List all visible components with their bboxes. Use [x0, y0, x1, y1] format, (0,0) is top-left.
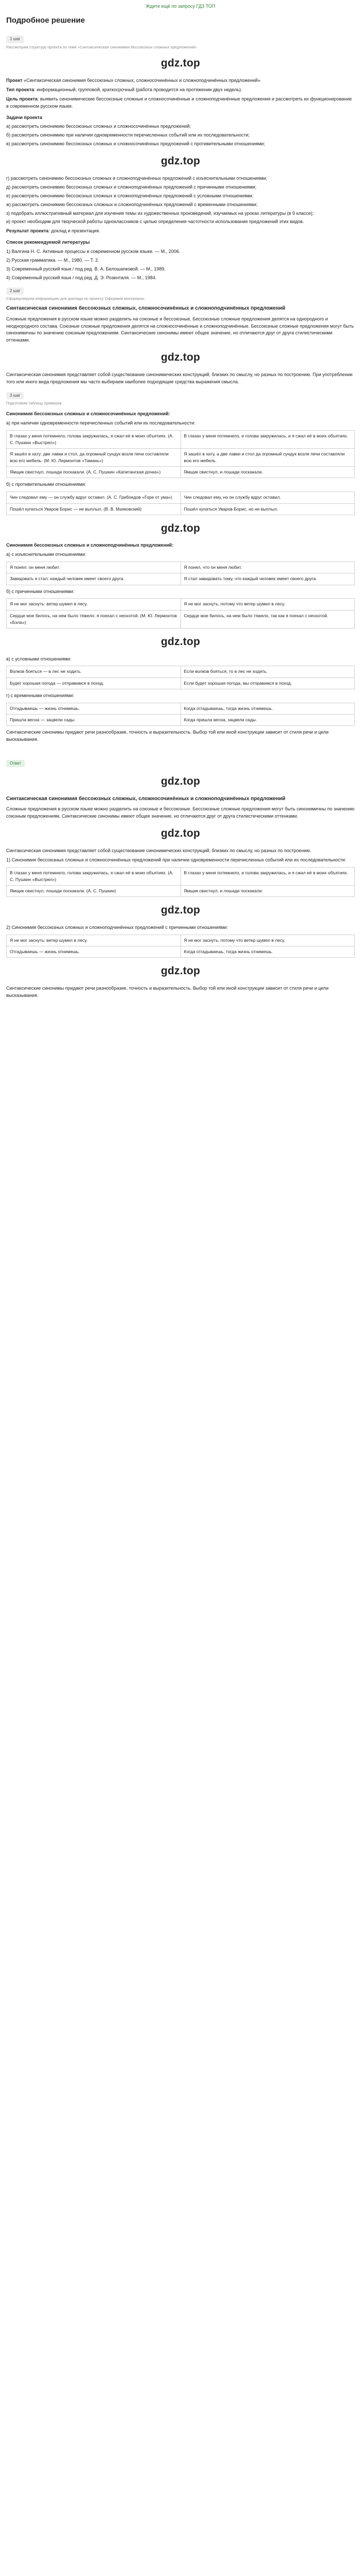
watermark: gdz.top — [160, 57, 201, 70]
table-cell: Ямщик свистнул, и лошади поскакали. — [180, 467, 355, 478]
result-paragraph — [6, 228, 355, 235]
table-row — [7, 677, 355, 689]
watermark: gdz.top — [160, 775, 201, 788]
answer-paragraph: 2) Синонимия бессоюзных сложных и сложноподчинённых предложений с причинными отношениями: — [6, 924, 228, 930]
step-2-section — [6, 283, 355, 386]
table-row — [7, 599, 355, 610]
literature-item: 4) Современный русский язык / под ред. Д. Э. Розенталя. — М., 1984. — [6, 275, 157, 281]
answer-paragraph: Синтаксические синонимы придают речи разнообразие, точность и выразительность. Выбор той или иной конструкции зависит от стиля речи и цели высказывания. — [6, 985, 329, 998]
table-cell: Чин следовал ему, но он службу вдруг оставил. — [180, 492, 355, 503]
examples-table — [6, 703, 355, 726]
table-cell: Волков бояться — в лес не ходить. — [7, 666, 181, 677]
top-link[interactable]: Ждите ещё по запросу ГДЗ ТОП — [145, 4, 216, 9]
table-row — [7, 467, 355, 478]
table-cell: Будет хорошая погода — отправимся в поход. — [7, 677, 181, 689]
step-3-section — [6, 388, 355, 743]
table-cell: Когда отгадываешь, тогда жизнь отнимешь. — [180, 703, 355, 714]
intro-label: Проект — [6, 77, 23, 83]
synonymy-subheading: г) с временными отношениями: — [6, 692, 74, 698]
page-title: Подробное решение — [6, 15, 85, 25]
task-item: а) рассмотреть синонимию бессоюзных сложных и сложносочинённых предложений; — [6, 124, 191, 129]
task-item: д) рассмотреть синонимию бессоюзных сложных и сложноподчинённых предложений с причинными отношениями; — [6, 184, 257, 190]
intro-label: Цель проекта — [6, 96, 38, 101]
answer-section — [6, 756, 355, 999]
table-cell: В глазах у меня потемнело, голова закружилась, я сжал её в моих объятиях. (А. С. Пушкин «Выстрел») — [7, 430, 181, 448]
synonymy-subheading: б) с противительными отношениями: — [6, 482, 86, 487]
intro-paragraph — [6, 87, 355, 94]
table-cell: Завидовать я стал: каждый человек имеет своего друга. — [7, 573, 181, 585]
table-cell: Когда отгадываешь, тогда жизнь отнимешь. — [180, 946, 355, 957]
tasks-heading: Задачи проекта — [6, 114, 42, 120]
table-row — [7, 935, 355, 946]
table-row — [7, 562, 355, 573]
synonymy-subheading: б) с причинными отношениями: — [6, 588, 75, 594]
table-row — [7, 714, 355, 725]
table-row — [7, 573, 355, 585]
task-item: ж) рассмотреть синонимию бессоюзных сложных и сложноподчинённых предложений с временными отношениями; — [6, 201, 258, 207]
table-cell: Ямщик свистнул, лошади поскакали. (А. С. Пушкин) — [7, 886, 181, 897]
literature-item: 2) Русская грамматика. — М., 1980. — Т. 2. — [6, 258, 100, 263]
watermark: gdz.top — [160, 635, 201, 648]
table-cell: Я зашёл в хату: две лавки и стол, да огромный сундук возле печи составляли всю его мебель. (М. Ю. Лермонтов «Тамань») — [7, 448, 181, 466]
synonymy-heading: Синонимия бессоюзных сложных и сложносочинённых предложений: — [6, 411, 170, 416]
table-cell: Чин следовал ему — он службу вдруг оставил. (А. С. Грибоедов «Горе от ума») — [7, 492, 181, 503]
table-cell: Я зашёл в хату, а две лавки и стол да огромный сундук возле печи составляли всю его мебель. — [180, 448, 355, 466]
task-item: г) рассмотреть синонимию бессоюзных сложных и сложноподчинённых предложений с изъяснительными отношениями; — [6, 175, 268, 181]
watermark: gdz.top — [160, 522, 201, 534]
table-cell: Пошёл купаться Уваров Борис — не выплыл. (В. В. Маяковский) — [7, 503, 181, 515]
table-cell: Сердце мое билось, на нем было тяжело: я поехал с неохотой. (М. Ю. Лермонтов «Бэла») — [7, 610, 181, 628]
table-row — [7, 503, 355, 515]
document-paragraph: Синтаксическая синонимия представляет собой существование синонимических конструкций, близких по смыслу, но разных по построению. При употреблении того или иного вида предложения мы часто выбираем наиболее подходящие средства выражения смысла. — [6, 371, 353, 384]
watermark: gdz.top — [160, 351, 201, 364]
table-cell: Сердце мое билось, на нем было тяжело, так как я поехал с неохотой. — [180, 610, 355, 628]
step-badge: 1 шаг — [6, 36, 24, 43]
table-row — [7, 867, 355, 885]
synonymy-subheading: а) при наличии одновременности перечисленных событий или их последовательности: — [6, 420, 195, 426]
step-badge: 2 шаг — [6, 287, 24, 295]
table-cell: Я стал завидовать тому, что каждый человек имеет своего друга. — [180, 573, 355, 585]
task-item: е) рассмотреть синонимию бессоюзных сложных и сложноподчинённых предложений с условными отношениями; — [6, 193, 254, 198]
task-item: б) рассмотреть синонимию при наличии одновременности перечисленных событий или их последовательности; — [6, 132, 250, 138]
table-cell: Отгадываешь — жизнь отнимешь. — [7, 946, 181, 957]
table-cell: Я не мог заснуть, потому что ветер шумел в лесу. — [180, 599, 355, 610]
synonymy-subheading: а) с изъяснительными отношениями: — [6, 552, 86, 557]
step-1-section — [6, 31, 355, 282]
synonymy-subheading: в) с условными отношениями: — [6, 656, 72, 662]
document-title: Синтаксическая синонимия бессоюзных сложных, сложносочинённых и сложноподчинённых предложений — [6, 306, 286, 312]
answer-badge: Ответ — [6, 760, 25, 767]
watermark: gdz.top — [160, 155, 201, 167]
intro-text: «Синтаксическая синонимия бессоюзных сложных, сложносочинённых и сложноподчинённых предложений» — [23, 77, 260, 83]
examples-table — [6, 598, 355, 629]
task-item: и) проект необходим для творческой работы одноклассников с целью определения частотности использования предложений этих видов. — [6, 219, 304, 225]
table-row — [7, 492, 355, 503]
examples-table — [6, 430, 355, 479]
step-subtitle: Подготовим таблицу примеров — [6, 401, 62, 406]
table-cell: Я не мог заснуть: ветер шумел в лесу. — [7, 599, 181, 610]
task-item: з) подобрать иллюстративный материал для изучения темы из художественных произведений, изучаемых на уроках литературы (в 9 классе); — [6, 210, 314, 216]
examples-table — [6, 867, 355, 897]
document-paragraph: Сложные предложения в русском языке можно разделить на союзные и бессоюзные. Бессоюзные сложные предложения делятся на однородного и неоднородного состава. Союзные сложные предложения делятся на сложносочинённые и сложноподчинённые. Бессоюзные сложные предложения могут быть синонимичны по значению союзным предложениям. Синтаксические синонимы имеют общее значение, но отличаются друг от друга стилистическими оттенками. — [6, 316, 354, 343]
answer-paragraph: 1) Синонимия бессоюзных сложных и сложносочинённых предложений при наличии одновременности перечисленных событий или их последовательности: — [6, 857, 347, 862]
table-cell: Когда пришла весна, зацвели сады. — [180, 714, 355, 725]
table-row — [7, 448, 355, 466]
step-badge: 3 шаг — [6, 392, 24, 399]
literature-item: 3) Современный русский язык / под ред. В. А. Белошапковой. — М., 1989. — [6, 266, 166, 272]
answer-title: Синтаксическая синонимия бессоюзных сложных, сложносочинённых и сложноподчинённых предложений — [6, 795, 286, 802]
examples-table — [6, 935, 355, 958]
table-cell: Пошёл купаться Уваров Борис, но не выплыл. — [180, 503, 355, 515]
intro-text: : выявить синонимические бессоюзные сложные и сложносочинённые и сложноподчинённые предложения и рассмотреть их функционирование в современном русском языке. — [6, 96, 352, 109]
table-cell: Я не мог заснуть: ветер шумел в лесу. — [7, 935, 181, 946]
table-row — [7, 703, 355, 714]
table-cell: Если будет хорошая погода, мы отправимся в поход. — [180, 677, 355, 689]
watermark: gdz.top — [160, 827, 201, 840]
result-text: : доклад и презентация. — [48, 228, 101, 234]
conclusion-paragraph: Синтаксические синонимы придают речи разнообразие, точность и выразительность. Выбор той или иной конструкции зависит от стиля речи и цели высказывания. — [6, 730, 329, 742]
intro-label: Тип проекта — [6, 87, 34, 92]
table-cell: В глазах у меня потемнело, и голова закружилась, и я сжал её в моих объятиях. — [180, 867, 355, 885]
examples-table — [6, 562, 355, 585]
table-cell: Ямщик свистнул, и лошади поскакали. — [180, 886, 355, 897]
table-row — [7, 666, 355, 677]
table-cell: В глазах у меня потемнело, голова закружилась, я сжал её в моих объятиях. (А. С. Пушкин «Выстрел») — [7, 867, 181, 885]
section-divider — [6, 745, 355, 756]
examples-table — [6, 492, 355, 515]
table-row — [7, 610, 355, 628]
table-cell: Отгадываешь — жизнь отнимешь. — [7, 703, 181, 714]
intro-text: : информационный, групповой, краткосрочный (работа проводится на протяжении двух недель). — [34, 87, 242, 92]
answer-paragraph: Сложные предложения в русском языке можно разделить на союзные и бессоюзные. Бессоюзные сложные предложения могут быть синонимичны по значению союзным предложениям. Синтаксические синонимы имеют общее значение, но отличаются друг от друга стилистическими оттенками. — [6, 806, 355, 819]
watermark: gdz.top — [160, 904, 201, 917]
table-cell: Если волков бояться, то в лес не ходить. — [180, 666, 355, 677]
table-cell: Пришла весна — зацвели сады. — [7, 714, 181, 725]
table-row — [7, 946, 355, 957]
answer-paragraph: Синтаксическая синонимия представляет собой существование синонимических конструкций, близких по смыслу, но разных по построению. — [6, 848, 311, 853]
examples-table — [6, 666, 355, 689]
intro-paragraph — [6, 96, 355, 110]
table-cell: Я понял: он меня любит. — [7, 562, 181, 573]
table-cell: Я не мог заснуть, потому что ветер шумел в лесу. — [180, 935, 355, 946]
step-subtitle: Рассмотрим структуру проекта по теме «Синтаксическая синонимия бессоюзных сложных предложений» — [6, 44, 197, 49]
table-row — [7, 430, 355, 448]
step-subtitle: Сформулируем информацию для доклада по проекту. Оформим материалы. — [6, 296, 145, 301]
intro-paragraph — [6, 77, 355, 84]
synonymy-heading: Синонимия бессоюзных сложных и сложноподчинённых предложений: — [6, 543, 174, 548]
task-item: в) рассмотреть синонимию бессоюзных сложных и сложносочинённых предложений с противительными отношениями; — [6, 141, 265, 147]
table-cell: Ямщик свистнул, лошади поскакали. (А. С. Пушкин «Капитанская дочка») — [7, 467, 181, 478]
table-row — [7, 886, 355, 897]
literature-item: 1) Валгина Н. С. Активные процессы в современном русском языке. — М., 2006. — [6, 249, 180, 255]
table-cell: В глазах у меня потемнело, и голова закружилась, и я сжал её в моих объятиях. — [180, 430, 355, 448]
table-cell: Я понял, что он меня любит. — [180, 562, 355, 573]
watermark: gdz.top — [160, 965, 201, 977]
result-label: Результат проекта — [6, 228, 49, 234]
literature-heading: Список рекомендуемой литературы — [6, 240, 90, 245]
